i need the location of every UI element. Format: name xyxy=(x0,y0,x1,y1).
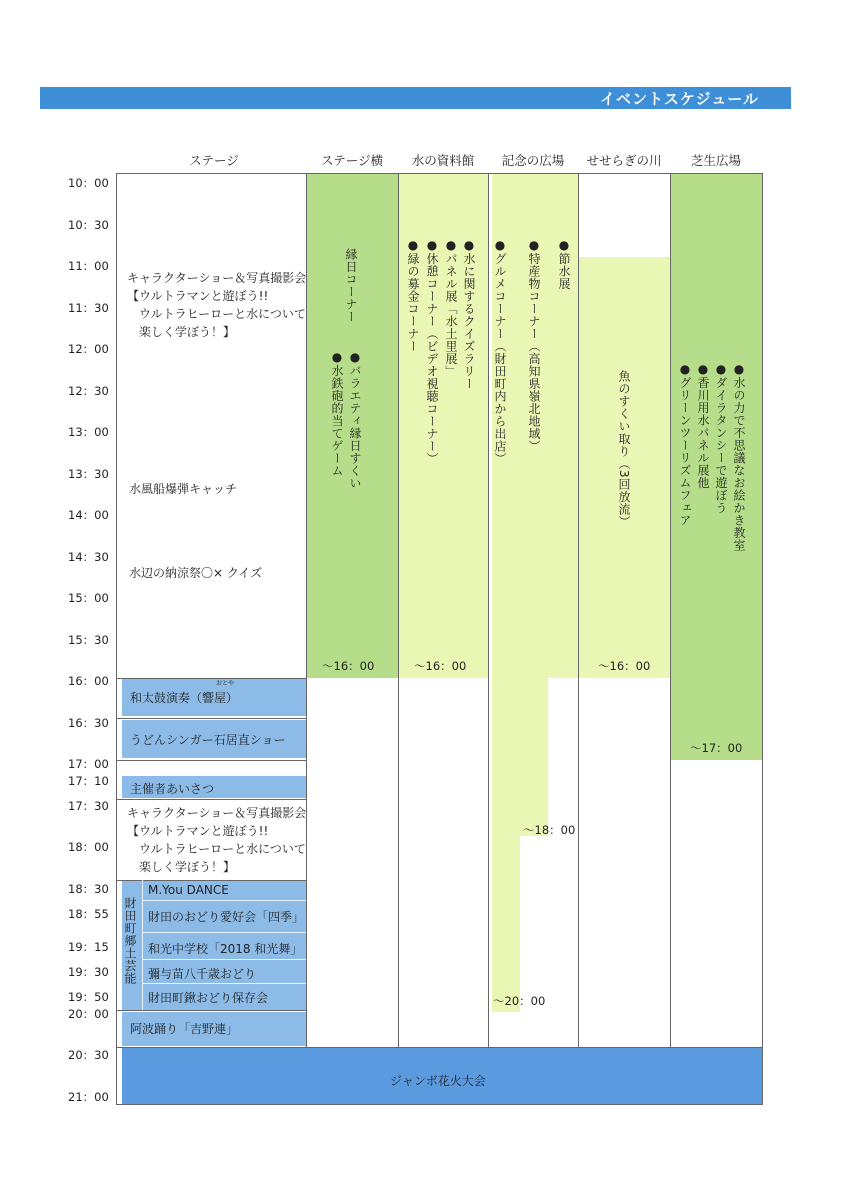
character-show-line: 楽しく学ぼう！】 xyxy=(127,860,236,874)
column-header-stage: ステージ xyxy=(189,153,239,168)
museum-item: ●休憩コーナー（ビデオ視聴コーナー） xyxy=(425,238,439,465)
character-show-1 xyxy=(127,269,306,341)
local-performance-item: 和光中学校「2018 和光舞」 xyxy=(148,942,303,956)
awa-odori: 阿波踊り「吉野連」 xyxy=(130,1022,239,1036)
time-label: 20：30 xyxy=(68,1048,109,1062)
river-until: ～16：00 xyxy=(598,659,651,673)
grid-line xyxy=(142,983,306,984)
grid-line-right xyxy=(762,173,763,1105)
local-performance-item: M.You DANCE xyxy=(148,883,229,897)
stage-side-item: ●バラエティ縁日すくい xyxy=(348,350,362,490)
character-show-line: 【ウルトラマンと遊ぼう!! xyxy=(127,289,269,303)
time-label: 19：15 xyxy=(68,940,109,954)
time-label: 11：30 xyxy=(68,301,109,315)
specialty-until: ～18：00 xyxy=(523,823,576,837)
museum-item: ●パネル展「水土里展」 xyxy=(444,238,458,378)
grid-line xyxy=(670,173,671,1048)
time-label: 11：00 xyxy=(68,259,109,273)
lawn-item: ●水の力で不思議なお絵かき教室 xyxy=(732,362,746,552)
title-bar xyxy=(40,87,791,109)
grid-line xyxy=(116,880,306,881)
museum-item: ●水に関するクイズラリー xyxy=(462,238,476,390)
time-label: 13：00 xyxy=(68,425,109,439)
organizer-greeting: 主催者あいさつ xyxy=(130,782,215,796)
stage-side-until: ～16：00 xyxy=(322,659,375,673)
time-label: 12：00 xyxy=(68,342,109,356)
time-label: 18：00 xyxy=(68,840,109,854)
grid-line xyxy=(142,959,306,960)
local-performance-item: 彌与苗八千歳おどり xyxy=(148,967,257,981)
museum-until: ～16：00 xyxy=(414,659,467,673)
fish-catching: 魚のすくい取り（3回放流） xyxy=(617,370,631,529)
grid-line xyxy=(398,173,399,1048)
time-label: 19：50 xyxy=(68,990,109,1004)
grid-line xyxy=(142,900,306,901)
column-header-stage-side: ステージ横 xyxy=(320,153,383,168)
column-header-lawn: 芝生広場 xyxy=(690,153,741,168)
time-label: 15：30 xyxy=(68,633,109,647)
grid-line xyxy=(116,760,306,761)
page-title: イベントスケジュール xyxy=(600,90,759,108)
taiko-performance: 和太鼓演奏（響屋） xyxy=(130,691,239,705)
time-label: 21：00 xyxy=(68,1090,109,1104)
column-header-plaza: 記念の広場 xyxy=(501,153,565,168)
time-label: 16：00 xyxy=(68,674,109,688)
gourmet-corner: ●グルメコーナー（財田町内から出店） xyxy=(493,238,507,465)
gourmet-until: ～20：00 xyxy=(493,994,546,1008)
character-show-title: キャラクターショー＆写真撮影会 xyxy=(127,271,307,285)
character-show-line: ウルトラヒーローと水について xyxy=(127,842,306,856)
grid-line xyxy=(116,718,306,719)
local-performance-item: 財田のおどり愛好会「四季」 xyxy=(148,910,305,924)
character-show-line: 楽しく学ぼう！】 xyxy=(127,325,236,339)
museum-item: ●緑の募金コーナー xyxy=(406,238,420,353)
lawn-until: ～17：00 xyxy=(690,741,743,755)
time-label: 20：00 xyxy=(68,1007,109,1021)
time-label: 14：30 xyxy=(68,550,109,564)
balloon-catch: 水風船爆弾キャッチ xyxy=(129,482,238,496)
time-label: 14：00 xyxy=(68,508,109,522)
character-show-2 xyxy=(127,804,306,876)
character-show-title: キャラクターショー＆写真撮影会 xyxy=(127,806,307,820)
column-header-museum: 水の資料館 xyxy=(411,153,475,168)
grid-line xyxy=(116,1010,306,1011)
character-show-line: 【ウルトラマンと遊ぼう!! xyxy=(127,824,269,838)
lawn-item: ●ダイラタンシーで遊ぼう xyxy=(714,362,728,514)
stage-side-item: ●水鉄砲的当てゲーム xyxy=(330,350,344,477)
taiko-ruby: おとや xyxy=(216,680,235,687)
ennichi-corner: 縁日コーナー xyxy=(344,248,358,323)
grid-line xyxy=(488,173,489,1048)
time-label: 16：30 xyxy=(68,716,109,730)
grid-line xyxy=(142,932,306,933)
time-label: 10：00 xyxy=(68,176,109,190)
grid-line xyxy=(116,678,306,679)
time-label: 17：10 xyxy=(68,774,109,788)
time-label: 19：30 xyxy=(68,965,109,979)
time-label: 12：30 xyxy=(68,384,109,398)
grid-line-top xyxy=(116,173,762,174)
grid-line xyxy=(116,1047,762,1048)
grid-line-left xyxy=(116,173,117,1105)
time-label: 17：00 xyxy=(68,757,109,771)
time-label: 10：30 xyxy=(68,218,109,232)
time-label: 17：30 xyxy=(68,799,109,813)
time-label: 18：30 xyxy=(68,882,109,896)
setsusui-exhibit: ●節水展 xyxy=(557,238,571,290)
column-header-river: せせらぎの川 xyxy=(586,153,662,168)
grid-line xyxy=(116,799,306,800)
udon-singer-show: うどんシンガー石居直ショー xyxy=(130,733,286,747)
quiz-event: 水辺の納涼祭〇× クイズ xyxy=(129,566,263,580)
specialty-corner: ●特産物コーナー（高知県嶺北地域） xyxy=(527,238,541,453)
time-label: 18：55 xyxy=(68,907,109,921)
character-show-line: ウルトラヒーローと水について xyxy=(127,307,306,321)
lawn-item: ●グリーンツーリズムフェア xyxy=(678,362,692,527)
local-performance-label: 財田町郷土芸能 xyxy=(123,897,137,985)
grid-line xyxy=(578,173,579,1048)
local-performance-item: 財田町鍬おどり保存会 xyxy=(148,991,269,1005)
jumbo-fireworks: ジャンボ花火大会 xyxy=(390,1074,486,1088)
grid-line-bottom xyxy=(116,1104,762,1105)
lawn-item: ●香川用水パネル展他 xyxy=(696,362,710,489)
time-label: 13：30 xyxy=(68,467,109,481)
time-label: 15：00 xyxy=(68,591,109,605)
